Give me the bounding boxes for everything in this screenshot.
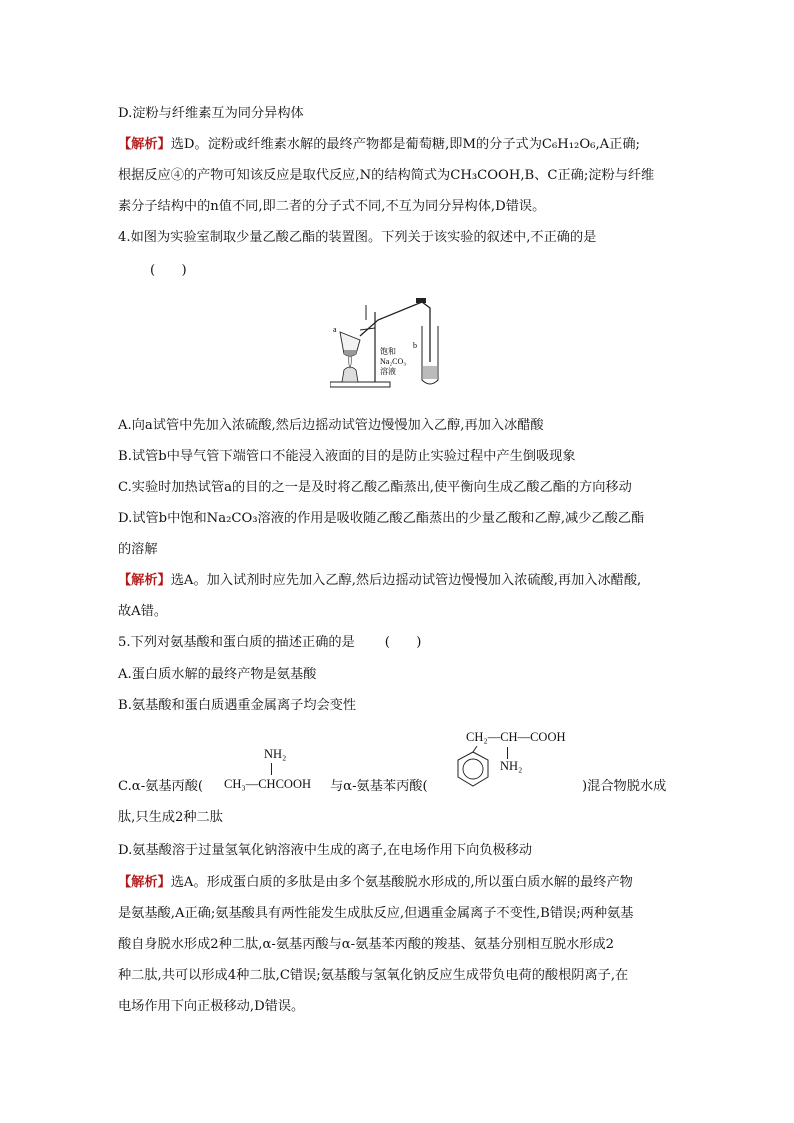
q4-option-d-line-1: D.试管b中饱和Na₂CO₃溶液的作用是吸收随乙酸乙酯蒸出的少量乙酸和乙醇,减少乙酸乙酯: [118, 511, 645, 526]
q5-option-a: A.蛋白质水解的最终产物是氨基酸: [118, 667, 317, 682]
q4-option-d-line-2: 的溶解: [118, 542, 158, 557]
benzene-ring-icon: [453, 746, 493, 792]
q5-option-d: D.氨基酸溶于过量氢氧化钠溶液中生成的离子,在电场作用下向负极移动: [118, 843, 533, 858]
analysis-tag: 【解析】: [118, 875, 171, 890]
ester-apparatus-figure: [330, 292, 465, 392]
analysis-text: 选D。淀粉或纤维素水解的最终产物都是葡萄糖,即M的分子式为C₆H₁₂O₆,A正确;: [170, 137, 640, 152]
q5-analysis-line-5: 电场作用下向正极移动,D错误。: [118, 999, 305, 1014]
analysis-text: 选A。形成蛋白质的多肽是由多个氨基酸脱水形成的,所以蛋白质水解的最终产物: [170, 875, 633, 890]
q3-analysis-line-1: [118, 136, 640, 154]
q5-option-c-suffix: )混合物脱水成: [582, 779, 667, 794]
stand-base: [330, 382, 390, 387]
alanine-bond: [271, 763, 272, 775]
label-a: a: [333, 325, 337, 334]
phenylalanine-chain: CH₂—CH—COOH: [466, 730, 566, 744]
q3-option-d: D.淀粉与纤维素互为同分异构体: [118, 106, 304, 121]
q5-option-c-mid: 与α-氨基苯丙酸(: [330, 779, 428, 794]
label-b: b: [413, 341, 417, 350]
reagent-label-1: 饱和: [380, 347, 396, 356]
q5-option-c-prefix: C.α-氨基丙酸(: [118, 779, 204, 794]
analysis-text: 选A。加入试剂时应先加入乙醇,然后边摇动试管边慢慢加入浓硫酸,再加入冰醋酸,: [170, 573, 642, 588]
q3-analysis-line-3: 素分子结构中的n值不同,即二者的分子式不同,不互为同分异构体,D错误。: [118, 199, 546, 214]
q5-stem: [118, 634, 421, 652]
analysis-tag: 【解析】: [118, 573, 171, 588]
alanine-amino-group: NH₂: [264, 747, 287, 761]
alanine-chain: CH₃—CHCOOH: [224, 777, 312, 791]
sodium-carbonate-solution: [423, 366, 437, 379]
q5-option-b: B.氨基酸和蛋白质遇重金属离子均会变性: [118, 698, 357, 713]
q4-answer-blank: ( ): [150, 263, 187, 278]
reagent-label-2: Na₂CO₃: [380, 357, 407, 366]
q5-analysis-line-1: [118, 874, 633, 892]
alcohol-lamp: [342, 367, 358, 382]
rubber-joint: [416, 298, 426, 303]
q4-analysis-line-2: 故A错。: [118, 604, 168, 619]
analysis-tag: 【解析】: [118, 137, 171, 152]
phenylalanine-amino-group: NH₂: [500, 759, 523, 773]
q4-option-c: C.实验时加热试管a的目的之一是及时将乙酸乙酯蒸出,使平衡向生成乙酸乙酯的方向移动: [118, 480, 632, 495]
q4-analysis-line-1: [118, 572, 641, 590]
q3-analysis-line-2: 根据反应④的产物可知该反应是取代反应,N的结构简式为CH₃COOH,B、C正确;淀粉与纤维: [118, 168, 655, 183]
q4-stem: 4.如图为实验室制取少量乙酸乙酯的装置图。下列关于该实验的叙述中,不正确的是: [118, 230, 597, 245]
q5-answer-blank: ( ): [384, 635, 422, 650]
q4-option-a: A.向a试管中先加入浓硫酸,然后边摇动试管边慢慢加入乙醇,再加入冰醋酸: [118, 418, 544, 433]
reagent-label-3: 溶液: [380, 367, 396, 376]
q4-option-b: B.试管b中导气管下端管口不能浸入液面的目的是防止实验过程中产生倒吸现象: [118, 449, 576, 464]
q5-option-c-line-2: 肽,只生成2种二肽: [118, 810, 223, 825]
q5-stem-text: 5.下列对氨基酸和蛋白质的描述正确的是: [118, 635, 355, 650]
q5-analysis-line-2: 是氨基酸,A正确;氨基酸具有两性能发生成肽反应,但遇重金属离子不变性,B错误;两种氨基: [118, 906, 634, 921]
phenylalanine-bond: [507, 747, 508, 759]
q5-analysis-line-3: 酸自身脱水形成2种二肽,α-氨基丙酸与α-氨基苯丙酸的羧基、氨基分别相互脱水形成2: [118, 937, 615, 952]
q5-analysis-line-4: 种二肽,共可以形成4种二肽,C错误;氨基酸与氢氧化钠反应生成带负电荷的酸根阴离子,在: [118, 968, 629, 983]
